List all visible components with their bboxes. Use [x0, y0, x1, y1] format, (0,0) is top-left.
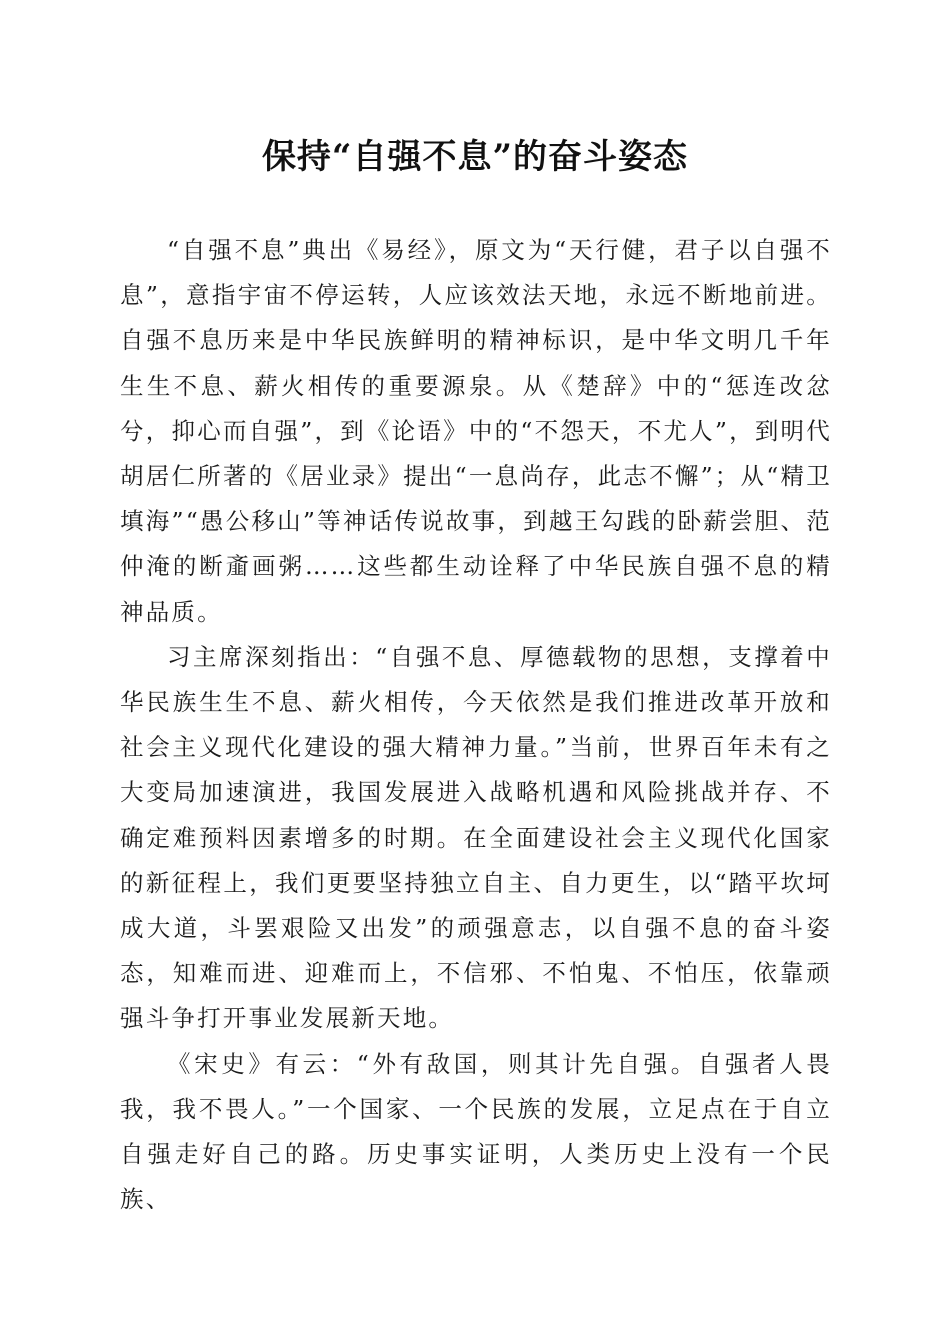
document-body [120, 228, 832, 1222]
paragraph-2: 习主席深刻指出：“自强不息、厚德载物的思想，支撑着中华民族生生不息、薪火相传，今天依然是我们推进改革开放和社会主义现代化建设的强大精神力量。”当前，世界百年未有之大变局加速演进，我国发展进入战略机遇和风险挑战并存、不确定难预料因素增多的时期。在全面建设社会主义现代化国家的新征程上，我们更要坚持独立自主、自力更生，以“踏平坎坷成大道，斗罢艰险又出发”的顽强意志，以自强不息的奋斗姿态，知难而进、迎难而上，不信邪、不怕鬼、不怕压，依靠顽强斗争打开事业发展新天地。 [120, 642, 832, 1033]
paragraph-3: 《宋史》有云：“外有敌国，则其计先自强。自强者人畏我，我不畏人。”一个国家、一个民族的发展，立足点在于自立自强走好自己的路。历史事实证明，人类历史上没有一个民族、 [120, 1049, 832, 1214]
document-title: 保持“自强不息”的奋斗姿态 [261, 137, 689, 177]
paragraph-1: “自强不息”典出《易经》，原文为“天行健，君子以自强不息”，意指宇宙不停运转，人应该效法天地，永远不断地前进。自强不息历来是中华民族鲜明的精神标识，是中华文明几千年生生不息、薪火相传的重要源泉。从《楚辞》中的“惩连改忿兮，抑心而自强”，到《论语》中的“不怨天，不尤人”，到明代胡居仁所著的《居业录》提出“一息尚存，此志不懈”；从“精卫填海”“愚公移山”等神话传说故事，到越王勾践的卧薪尝胆、范仲淹的断齑画粥……这些都生动诠释了中华民族自强不息的精神品质。 [120, 236, 832, 626]
